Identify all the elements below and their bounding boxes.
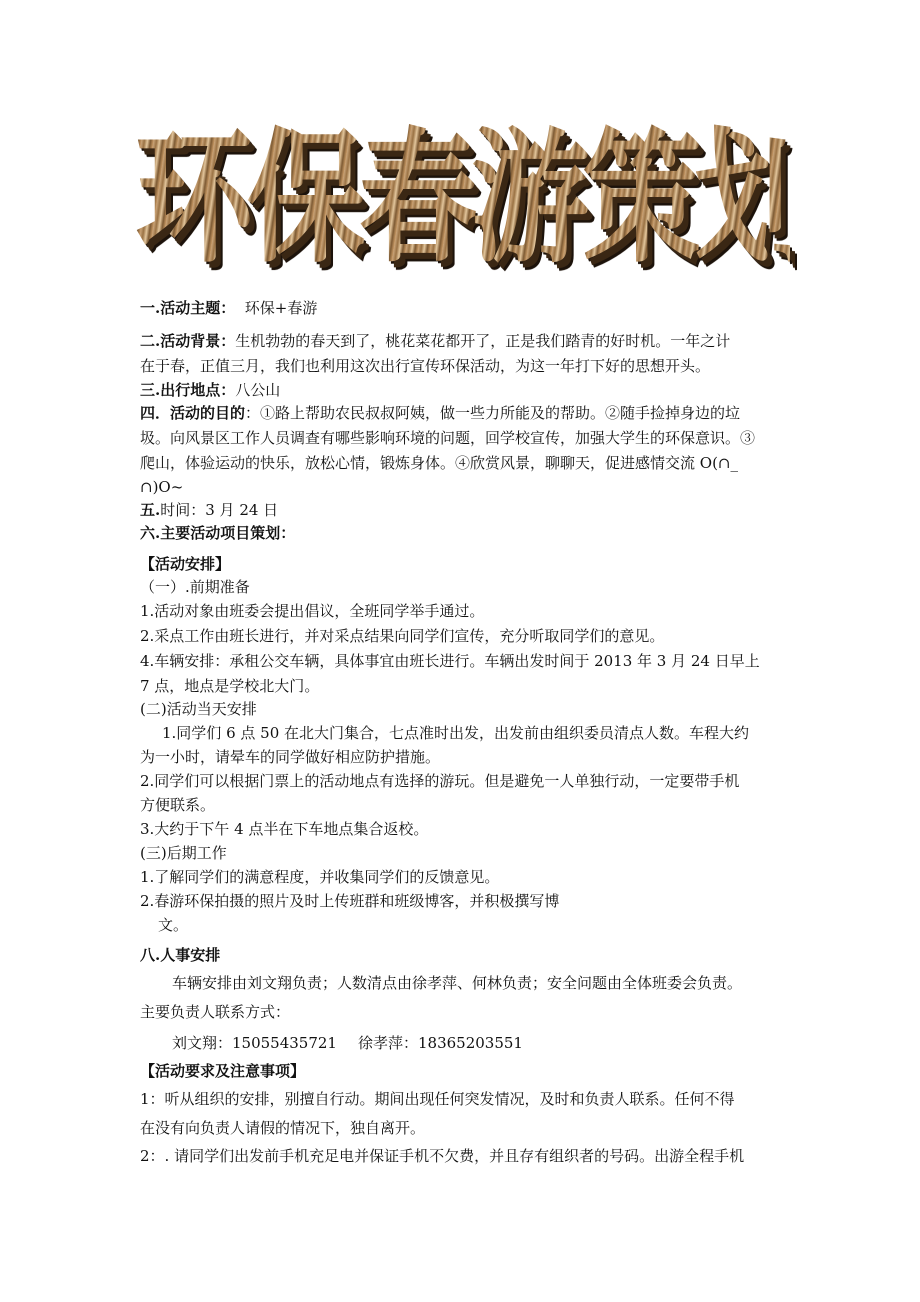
day-item-1-line1: 1.同学们 6 点 50 在北大门集合，七点准时出发，出发前由组织委员清点人数。车程大约 [162, 724, 750, 742]
document-title: 环保春游策划 [135, 100, 790, 295]
section-background-line1 [140, 330, 730, 352]
notes-heading-text: 【活动要求及注意事项】 [140, 1062, 306, 1080]
prep-item-4-line1: 4.车辆安排：承租公交车辆，具体事宜由班长进行。车辆出发时间于 2013 年 3 月 24 日早上 [140, 652, 760, 670]
staff-heading-text: 八.人事安排 [140, 946, 221, 964]
location-label: 三.出行地点： [140, 381, 236, 399]
section-plan [140, 522, 295, 544]
arrangement-heading-text: 【活动安排】 [140, 555, 231, 573]
staff-heading [140, 944, 220, 966]
theme-value: 环保+春游 [244, 299, 318, 317]
note-2-line1: 2：. 请同学们出发前手机充足电并保证手机不欠费，并且存有组织者的号码。出游全程手机 [140, 1147, 745, 1165]
arrangement-heading [140, 553, 230, 575]
prep-item-2: 2.采点工作由班长进行，并对采点结果向同学们宣传，充分听取同学们的意见。 [140, 627, 665, 645]
section-theme [140, 297, 317, 319]
time-label: 五. [140, 501, 161, 519]
purpose-text-1: ：①路上帮助农民叔叔阿姨，做一些力所能及的帮助。②随手捡掉身边的垃 [245, 404, 741, 422]
note-1-line1: 1：听从组织的安排，别擅自行动。期间出现任何突发情况，及时和负责人联系。任何不得 [140, 1090, 735, 1108]
post-item-1: 1.了解同学们的满意程度，并收集同学们的反馈意见。 [140, 868, 500, 886]
purpose-label: 四．活动的目的 [140, 404, 246, 422]
purpose-text-3: 爬山，体验运动的快乐，放松心情，锻炼身体。④欣赏风景，聊聊天，促进感情交流 O(∩_ [140, 454, 738, 472]
day-item-2-line2: 方便联系。 [140, 796, 216, 814]
section-purpose-line1 [140, 402, 740, 424]
purpose-text-4: ∩)O~ [140, 478, 184, 496]
staff-text-2: 主要负责人联系方式： [140, 1003, 291, 1021]
prep-item-4-line2: 7 点，地点是学校北大门。 [140, 677, 320, 695]
prep-item-1: 1.活动对象由班委会提出倡议，全班同学举手通过。 [140, 602, 485, 620]
title-banner [135, 113, 808, 283]
prep-heading: （一）.前期准备 [140, 578, 250, 596]
post-item-2-line2: 文。 [158, 916, 189, 934]
staff-text-1: 车辆安排由刘文翔负责；人数清点由徐孝萍、何林负责；安全问题由全体班委会负责。 [172, 974, 743, 992]
contact-2: 徐孝萍：18365203551 [358, 1034, 523, 1052]
purpose-text-2: 圾。向风景区工作人员调查有哪些影响环境的问题，回学校宣传，加强大学生的环保意识。③ [140, 429, 756, 447]
background-label: 二.活动背景： [140, 332, 236, 350]
section-location [140, 379, 280, 401]
section-time [140, 499, 278, 521]
location-value: 八公山 [235, 381, 281, 399]
day-item-2-line1: 2.同学们可以根据门票上的活动地点有选择的游玩。但是避免一人单独行动，一定要带手机 [140, 772, 740, 790]
note-1-line2: 在没有向负责人请假的情况下，独自离开。 [140, 1119, 426, 1137]
plan-label: 六.主要活动项目策划： [140, 524, 296, 542]
day-heading: (二)活动当天安排 [140, 700, 257, 718]
post-heading: (三)后期工作 [140, 844, 227, 862]
day-item-1-line2: 为一小时，请晕车的同学做好相应防护措施。 [140, 748, 441, 766]
contact-1: 刘文翔：15055435721 [172, 1034, 337, 1052]
time-value: 时间：3 月 24 日 [160, 501, 279, 519]
notes-heading [140, 1060, 305, 1082]
background-text-1: 生机勃勃的春天到了，桃花菜花都开了，正是我们踏青的好时机。一年之计 [235, 332, 731, 350]
day-item-3: 3.大约于下午 4 点半在下车地点集合返校。 [140, 820, 429, 838]
background-text-2: 在于春，正值三月，我们也利用这次出行宣传环保活动，为这一年打下好的思想开头。 [140, 357, 711, 375]
theme-label: 一.活动主题： [140, 299, 236, 317]
post-item-2-line1: 2.春游环保拍摄的照片及时上传班群和班级博客，并积极撰写博 [140, 892, 560, 910]
